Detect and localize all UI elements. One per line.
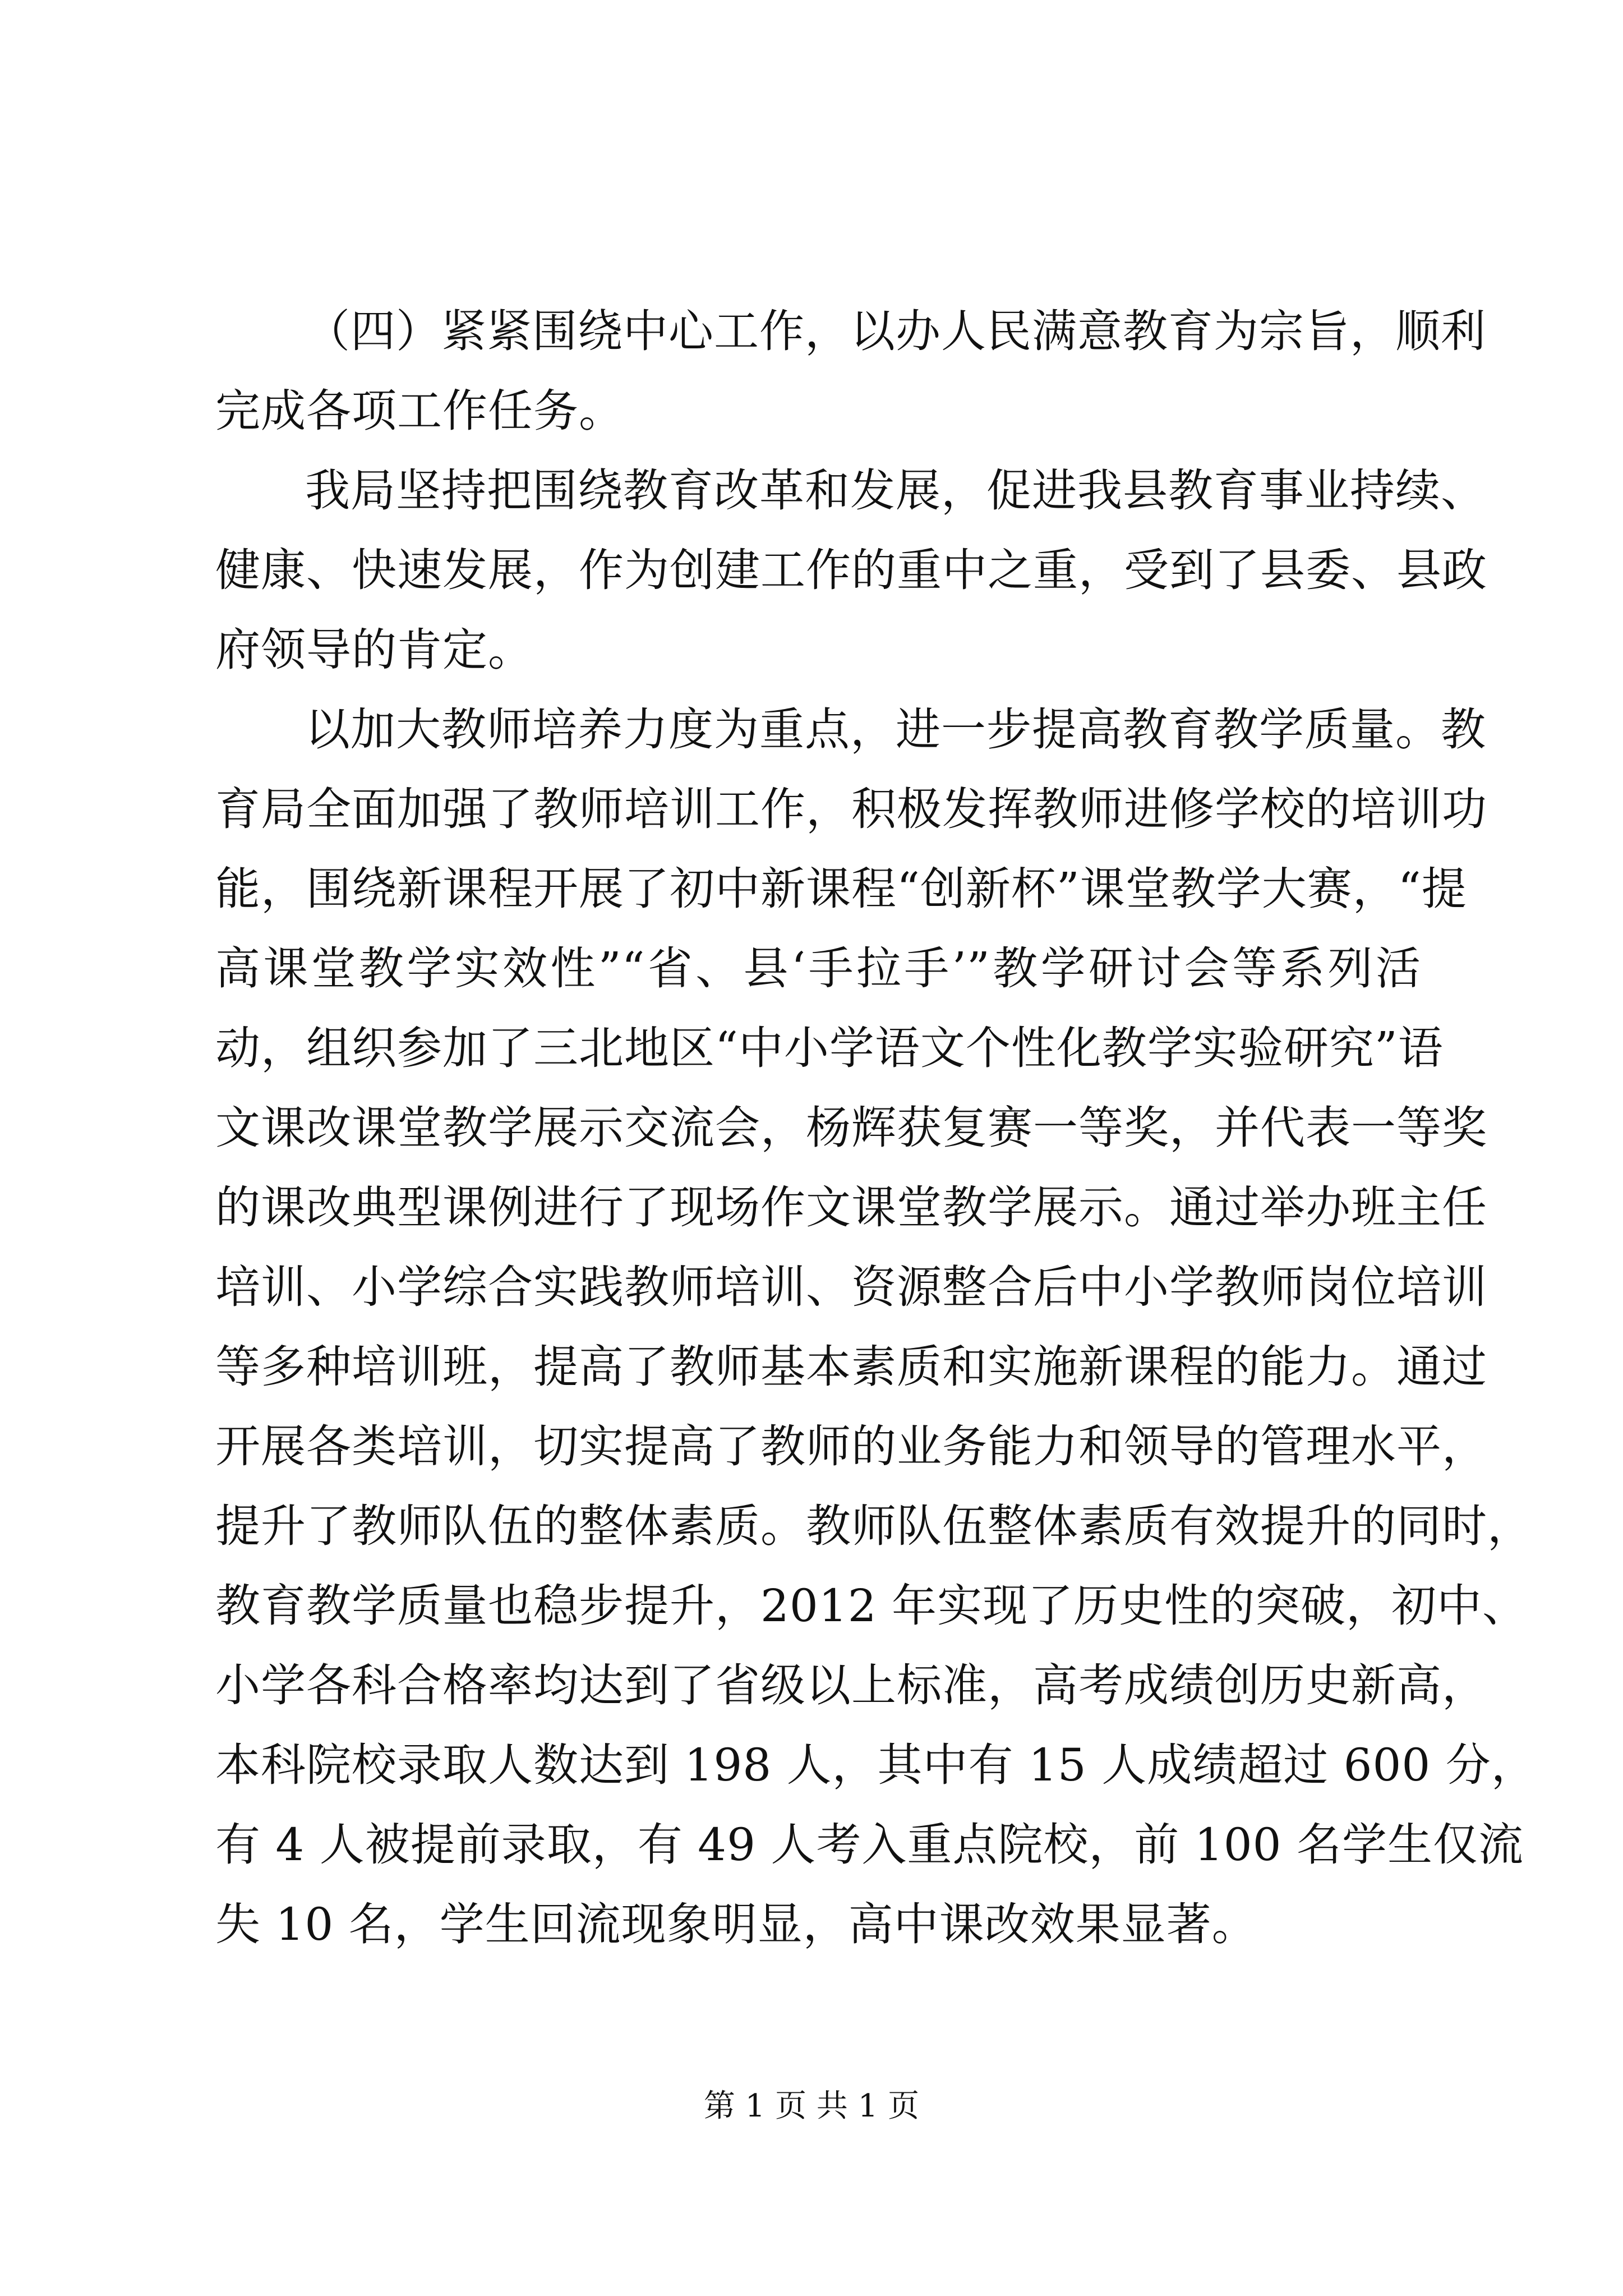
paragraph-1 <box>215 292 1486 451</box>
paragraph-line: 失 10 名，学生回流现象明显，高中课改效果显著。 <box>215 1898 1257 1950</box>
paragraph-line: 教育教学质量也稳步提升，2012 年实现了历史性的突破，初中、 <box>215 1580 1528 1632</box>
paragraph-line: 动，组织参加了三北地区“中小学语文个性化教学实验研究”语 <box>215 1022 1444 1074</box>
paragraph-line: 高课堂教学实效性”“省、县‘手拉手’”教学研讨会等系列活 <box>215 942 1421 995</box>
paragraph-line: 文课改课堂教学展示交流会，杨辉获复赛一等奖，并代表一等奖 <box>215 1102 1487 1154</box>
paragraph-line: 培训、小学综合实践教师培训、资源整合后中小学教师岗位培训 <box>215 1261 1487 1313</box>
paragraph-2 <box>215 451 1487 690</box>
paragraph-line: 我局坚持把围绕教育改革和发展，促进我县教育事业持续、 <box>305 464 1486 517</box>
paragraph-line: 健康、快速发展，作为创建工作的重中之重，受到了县委、县政 <box>215 544 1487 596</box>
paragraph-line: 开展各类培训，切实提高了教师的业务能力和领导的管理水平， <box>215 1420 1487 1473</box>
paragraph-line: 本科院校录取人数达到 198 人，其中有 15 人成绩超过 600 分， <box>215 1739 1537 1791</box>
paragraph-line: 有 4 人被提前录取，有 49 人考入重点院校，前 100 名学生仅流 <box>215 1819 1524 1871</box>
paragraph-line: （四）紧紧围绕中心工作，以办人民满意教育为宗旨，顺利 <box>305 305 1486 357</box>
paragraph-line: 以加大教师培养力度为重点，进一步提高教育教学质量。教 <box>305 703 1486 756</box>
paragraph-line: 完成各项工作任务。 <box>215 385 624 437</box>
paragraph-line: 育局全面加强了教师培训工作，积极发挥教师进修学校的培训功 <box>215 783 1487 835</box>
paragraph-line: 能，围绕新课程开展了初中新课程“创新杯”课堂教学大赛，“提 <box>215 863 1467 915</box>
document-body <box>215 292 1537 1964</box>
page-footer <box>0 2084 1623 2129</box>
paragraph-line: 府领导的肯定。 <box>215 624 533 676</box>
paragraph-line: 小学各科合格率均达到了省级以上标准，高考成绩创历史新高， <box>215 1659 1487 1711</box>
paragraph-3 <box>215 690 1537 1964</box>
page-number-label: 第 1 页 共 1 页 <box>703 2088 920 2124</box>
paragraph-line: 提升了教师队伍的整体素质。教师队伍整体素质有效提升的同时， <box>215 1500 1533 1552</box>
paragraph-line: 等多种培训班，提高了教师基本素质和实施新课程的能力。通过 <box>215 1341 1487 1393</box>
paragraph-line: 的课改典型课例进行了现场作文课堂教学展示。通过举办班主任 <box>215 1181 1487 1234</box>
